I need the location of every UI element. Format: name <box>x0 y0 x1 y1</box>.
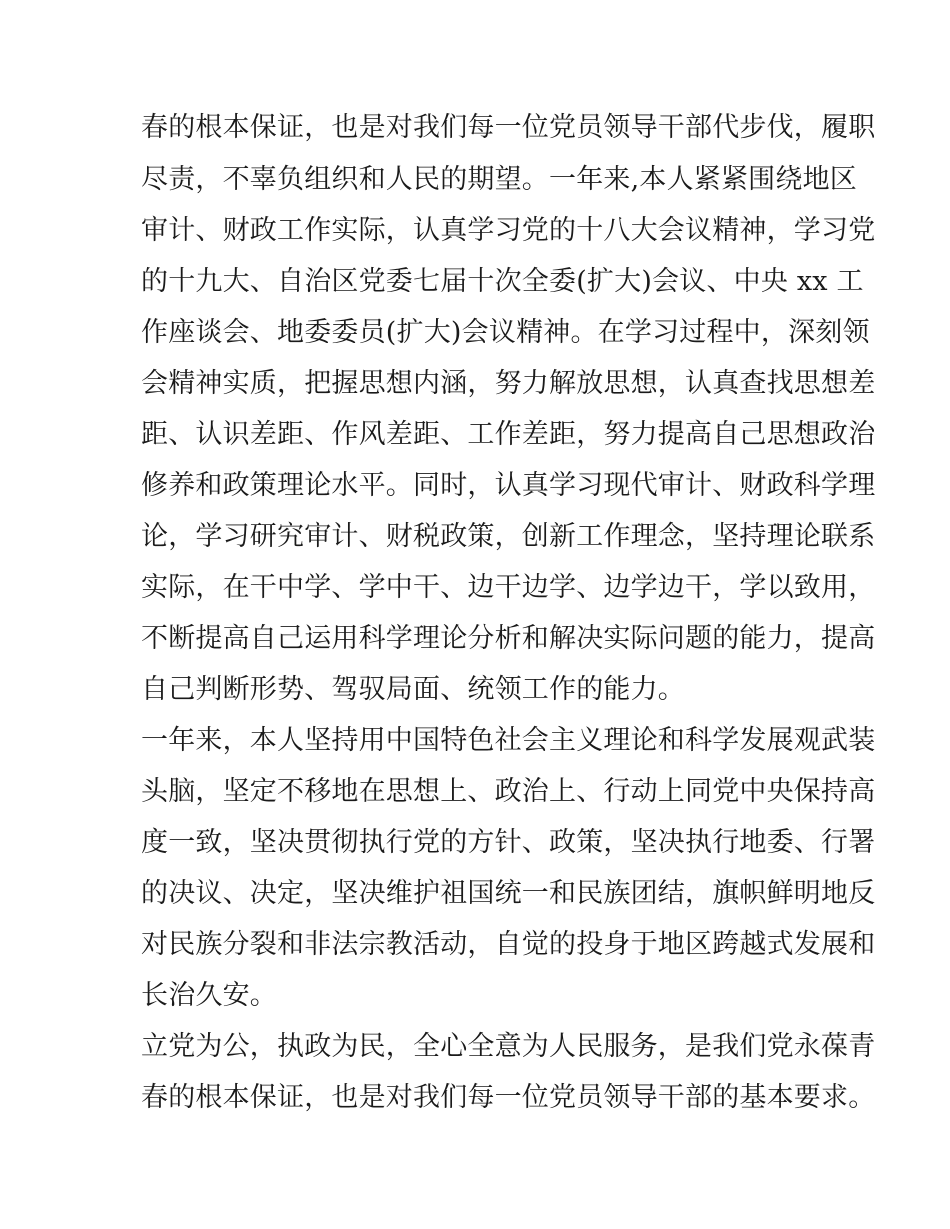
text-line: 的十九大、自治区党委七届十次全委(扩大)会议、中央 xx 工 <box>141 266 864 297</box>
text-line: 不断提高自己运用科学理论分析和解决实际问题的能力，提高 <box>141 623 876 654</box>
text-line: 距、认识差距、作风差距、工作差距，努力提高自己思想政治 <box>141 419 876 450</box>
text-line: 一年来，本人坚持用中国特色社会主义理论和科学发展观武装 <box>141 725 876 756</box>
text-line: 的决议、决定，坚决维护祖国统一和民族团结，旗帜鲜明地反 <box>141 878 876 909</box>
text-line: 春的根本保证，也是对我们每一位党员领导干部代步伐，履职 <box>141 112 876 143</box>
text-line: 度一致，坚决贯彻执行党的方针、政策，坚决执行地委、行署 <box>141 827 876 858</box>
text-line: 作座谈会、地委委员(扩大)会议精神。在学习过程中，深刻领 <box>141 317 870 348</box>
text-line: 春的根本保证，也是对我们每一位党员领导干部的基本要求。 <box>141 1082 876 1113</box>
text-line: 会精神实质，把握思想内涵，努力解放思想，认真查找思想差 <box>141 368 876 399</box>
text-line: 头脑，坚定不移地在思想上、政治上、行动上同党中央保持高 <box>141 776 876 807</box>
text-line: 修养和政策理论水平。同时，认真学习现代审计、财政科学理 <box>141 470 876 501</box>
text-line: 论，学习研究审计、财税政策，创新工作理念，坚持理论联系 <box>141 521 876 552</box>
text-line: 实际，在干中学、学中干、边干边学、边学边干，学以致用， <box>141 572 876 603</box>
text-line: 对民族分裂和非法宗教活动，自觉的投身于地区跨越式发展和 <box>141 929 876 960</box>
text-line: 立党为公，执政为民，全心全意为人民服务，是我们党永葆青 <box>141 1031 876 1062</box>
text-line: 尽责，不辜负组织和人民的期望。一年来,本人紧紧围绕地区 <box>141 164 857 195</box>
text-line: 自己判断形势、驾驭局面、统领工作的能力。 <box>141 674 685 705</box>
text-line: 审计、财政工作实际，认真学习党的十八大会议精神，学习党 <box>141 215 876 246</box>
text-line: 长治久安。 <box>141 980 277 1011</box>
